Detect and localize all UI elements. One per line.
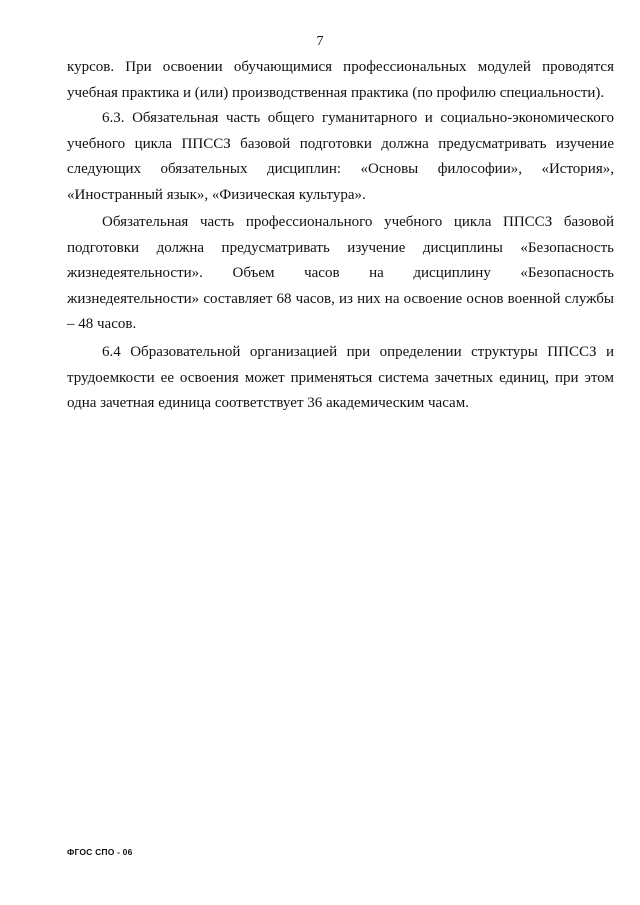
- paragraph-intro: курсов. При освоении обучающимися профессиональных модулей проводятся учебная практика и (или) производственная практика (по профилю специальности).: [67, 59, 614, 101]
- page-number: 7: [316, 34, 324, 49]
- document-body-intro: [67, 55, 614, 106]
- footer-standard-code: ФГОС СПО - 06: [67, 847, 133, 857]
- document-body-section-6-4: [67, 340, 614, 417]
- paragraph-section-6-3-continued: Обязательная часть профессионального учебного цикла ППССЗ базовой подготовки должна предусматривать изучение дисциплины «Безопасность жизнедеятельности». Объем часов на дисциплину «Безопасность жизнедеятельности» составляет 68 часов, из них на освоение основ военной службы – 48 часов.: [67, 214, 614, 332]
- document-body-section-6-3: [67, 106, 614, 208]
- paragraph-section-6-4: 6.4 Образовательной организацией при определении структуры ППССЗ и трудоемкости ее освоения может применяться система зачетных единиц, при этом одна зачетная единица соответствует 36 академическим часам.: [67, 344, 614, 411]
- document-body-section-6-3-continued: [67, 210, 614, 338]
- paragraph-section-6-3: 6.3. Обязательная часть общего гуманитарного и социально-экономического учебного цикла ППССЗ базовой подготовки должна предусматривать изучение следующих обязательных дисциплин: «Основы философии», «История», «Иностранный язык», «Физическая культура».: [67, 110, 614, 203]
